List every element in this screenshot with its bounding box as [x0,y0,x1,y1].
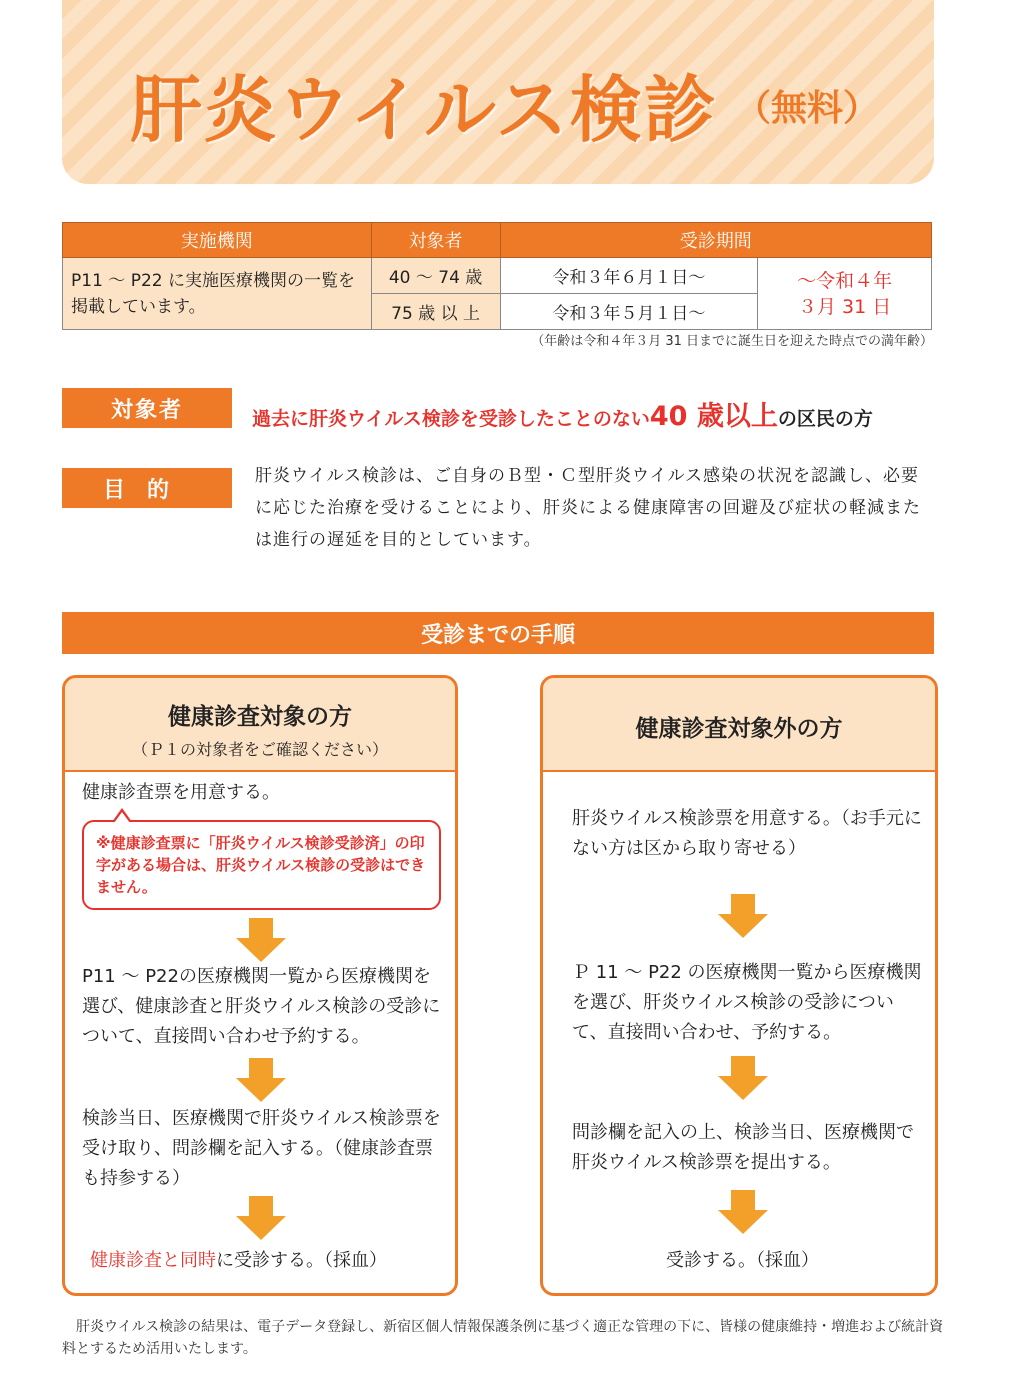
age-range-cell: 40 ～ 74 歳 [371,258,500,294]
right-step-2: Ｐ 11 ～ P22 の医療機関一覧から医療機関を選び、肝炎ウイルス検診の受診について、直接問い合わせ、予約する。 [572,962,922,1043]
left-column-header [65,678,455,772]
info-table [62,222,932,330]
page-title-free: （無料） [735,88,880,129]
left-column-title: 健康診査対象の方 [168,704,352,730]
left-step-4-rest: に受診する。（採血） [216,1250,387,1271]
left-step-2: P11 ～ P22の医療機関一覧から医療機関を選び、健康診査と肝炎ウイルス検診の受診について、直接問い合わせ予約する。 [82,966,441,1047]
right-step-1: 肝炎ウイルス検診票を用意する。（お手元にない方は区から取り寄せる） [572,808,922,859]
warning-note-tail-inner [114,812,130,823]
page-title: 肝炎ウイルス検診 [130,68,718,152]
right-column-header [543,678,935,772]
left-step-4 [90,1246,440,1276]
right-step-4: 受診する。（採血） [666,1250,819,1271]
age-range-cell: 75 歳 以 上 [371,294,500,330]
footer-note: 肝炎ウイルス検診の結果は、電子データ登録し、新宿区個人情報保護条例に基づく適正な管理の下に、皆様の健康維持・増進および統計資料とするため活用いたします。 [62,1319,944,1357]
arrow-down-icon [718,894,768,938]
target-text-post: の区民の方 [777,408,873,430]
header-period: 受診期間 [500,223,932,258]
table-row [63,258,932,294]
table-header-row [63,223,932,258]
right-step-3: 問診欄を記入の上、検診当日、医療機関で肝炎ウイルス検診票を提出する。 [572,1122,914,1173]
start-date-cell: 令和３年５月１日～ [500,294,758,330]
deadline-line2: ３月 31 日 [797,295,892,318]
deadline-line1: ～令和４年 [797,269,893,292]
header-institution: 実施機関 [63,223,372,258]
arrow-down-icon [718,1190,768,1234]
target-age: 40 歳以上 [649,401,778,432]
purpose-text: 肝炎ウイルス検診は、ご自身のＢ型・Ｃ型肝炎ウイルス感染の状況を認識し、必要に応じた治療を受けることにより、肝炎による健康障害の回避及び症状の軽減または進行の遅延を目的としています。 [255,466,921,550]
arrow-down-icon [236,1196,286,1240]
left-step-1: 健康診査票を用意する。 [82,782,280,803]
target-text-pre: 過去に肝炎ウイルス検診を受診したことのない [252,408,650,430]
left-step-3: 検診当日、医療機関で肝炎ウイルス検診票を受け取り、問診欄を記入する。（健康診査票も持参する） [82,1108,441,1189]
warning-note-text: ※健康診査票に「肝炎ウイルス検診受診済」の印字がある場合は、肝炎ウイルス検診の受診はできません。 [96,834,426,896]
procedure-title: 受診までの手順 [62,612,934,654]
start-date-cell: 令和３年６月１日～ [500,258,758,294]
arrow-down-icon [236,918,286,962]
arrow-down-icon [236,1058,286,1102]
arrow-down-icon [718,1056,768,1100]
age-note: （年齢は令和４年３月 31 日までに誕生日を迎えた時点での満年齢） [531,334,933,349]
deadline-cell [758,258,932,330]
target-text [252,394,873,433]
target-label: 対象者 [62,388,232,428]
left-step-4-emphasis: 健康診査と同時 [90,1250,216,1271]
institution-cell: P11 ～ P22 に実施医療機関の一覧を掲載しています。 [63,258,372,330]
left-column-subtitle: （Ｐ１の対象者をご確認ください） [131,740,388,759]
header-target: 対象者 [371,223,500,258]
right-column-title: 健康診査対象外の方 [635,716,843,742]
purpose-label: 目的 [62,468,232,508]
